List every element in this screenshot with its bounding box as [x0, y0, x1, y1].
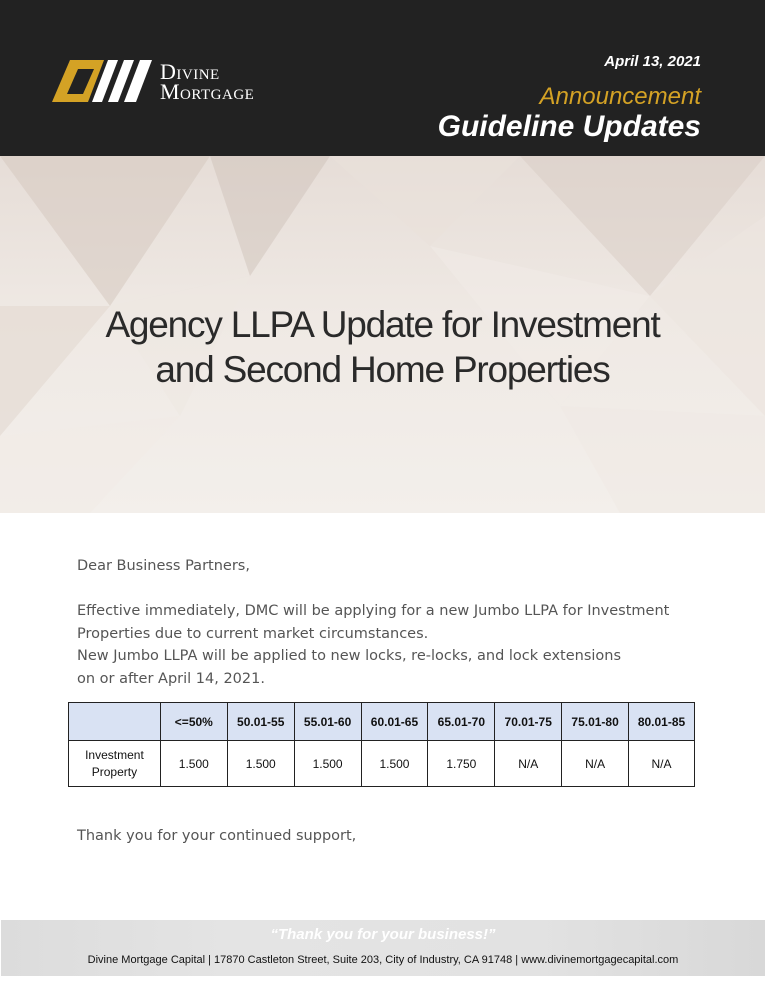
- table-cell: 1.500: [160, 741, 227, 787]
- footer-address: Divine Mortgage Capital | 17870 Castleton Street, Suite 203, City of Industry, CA 91748 | www.divinemortgagecapital.com: [87, 954, 679, 966]
- paragraph-line-2: Properties due to current market circumstances.: [77, 625, 429, 642]
- table-header-cell: 65.01-70: [428, 703, 495, 741]
- footer-quote: “Thank you for your business!”: [270, 926, 496, 943]
- table-cell: 1.500: [227, 741, 294, 787]
- logo-text-mortgage: Mortgage: [160, 79, 255, 104]
- title-banner: [0, 156, 765, 513]
- table-cell: N/A: [495, 741, 562, 787]
- row-label-line-1: Investment: [85, 747, 144, 762]
- table-cell: N/A: [629, 741, 695, 787]
- paragraph-line-1: Effective immediately, DMC will be applying for a new Jumbo LLPA for Investment: [77, 603, 670, 619]
- guideline-updates-title: Guideline Updates: [437, 110, 701, 143]
- table-header-row: [69, 703, 695, 741]
- table-header-cell: 70.01-75: [495, 703, 562, 741]
- table-header-cell: 75.01-80: [562, 703, 629, 741]
- closing-text: Thank you for your continued support,: [77, 828, 357, 844]
- page-title-line-2: and Second Home Properties: [155, 349, 610, 390]
- table-header-cell: <=50%: [160, 703, 227, 741]
- greeting-text: Dear Business Partners,: [77, 558, 250, 574]
- logo-wordmark: [160, 59, 255, 104]
- announcement-date: April 13, 2021: [604, 53, 701, 70]
- row-label-investment-property: [69, 741, 161, 787]
- table-row: [69, 741, 695, 787]
- table-header-cell: 80.01-85: [629, 703, 695, 741]
- table-cell: N/A: [562, 741, 629, 787]
- table-header-cell: 50.01-55: [227, 703, 294, 741]
- llpa-table: [68, 702, 695, 787]
- table-cell: 1.500: [361, 741, 428, 787]
- header-info: [438, 52, 701, 144]
- company-logo: [52, 60, 292, 106]
- table-cell: 1.500: [294, 741, 361, 787]
- table-header-cell: [69, 703, 161, 741]
- footer-bar: [1, 920, 765, 976]
- table-header-cell: 60.01-65: [361, 703, 428, 741]
- page-title: [0, 302, 765, 392]
- table-cell: 1.750: [428, 741, 495, 787]
- logo-stripes-icon: [52, 60, 158, 102]
- row-label-line-2: Property: [91, 764, 138, 779]
- page-title-line-1: Agency LLPA Update for Investment: [105, 304, 660, 345]
- logo-text-divine: Divine: [160, 59, 220, 84]
- header-bar: [0, 0, 765, 156]
- table-header-cell: 55.01-60: [294, 703, 361, 741]
- paragraph-line-4: on or after April 14, 2021.: [77, 670, 265, 687]
- announcement-paragraph: [77, 600, 717, 690]
- paragraph-line-3: New Jumbo LLPA will be applied to new locks, re-locks, and lock extensions: [77, 648, 622, 664]
- announcement-label: Announcement: [539, 83, 701, 110]
